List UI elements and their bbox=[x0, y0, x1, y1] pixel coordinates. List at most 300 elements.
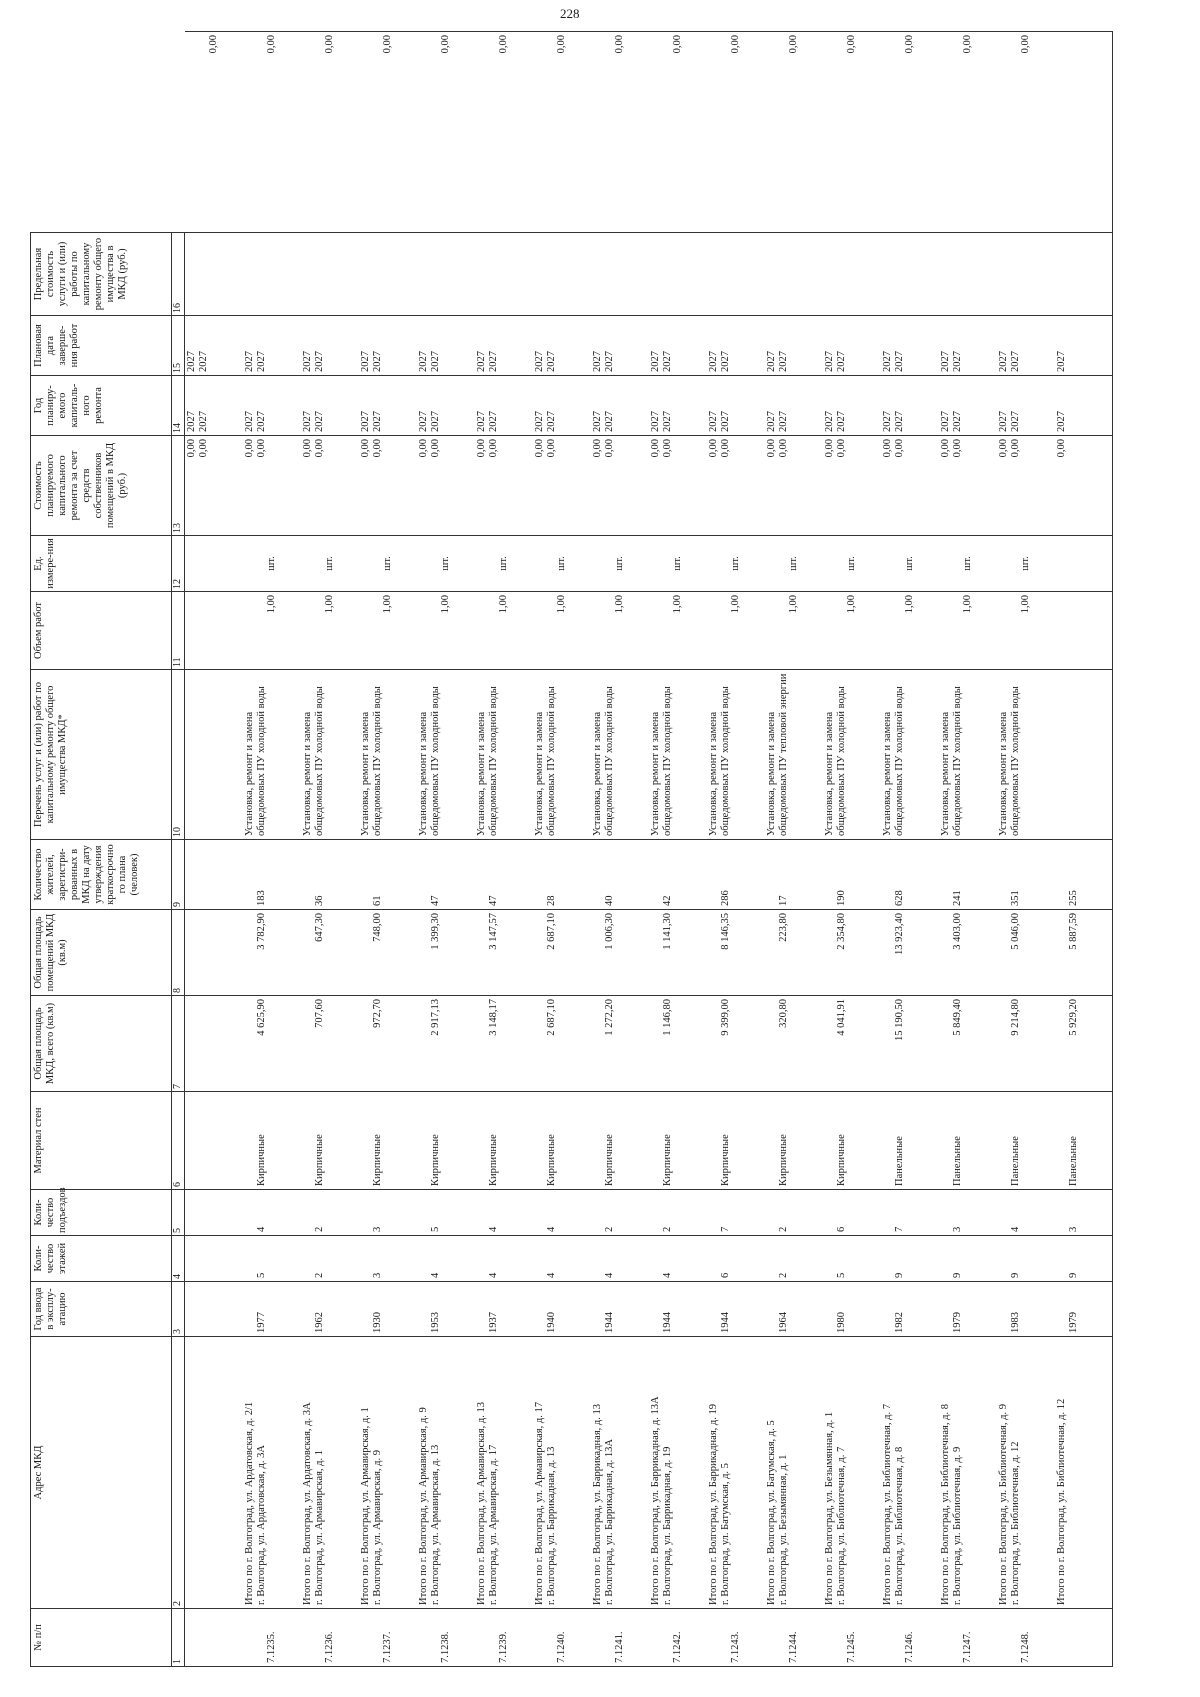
area-total-cell: 2 917,13 bbox=[417, 996, 475, 1092]
area-total-cell bbox=[185, 996, 243, 1092]
end-date-value: 2027 bbox=[301, 351, 313, 372]
year-cell: 1930 bbox=[359, 1282, 417, 1337]
total-label: Итого по г. Волгоград, ул. Ардатовская, д. 3А bbox=[301, 1402, 313, 1605]
area-rooms-cell: 8 146,35 bbox=[707, 910, 765, 996]
plan-year-cell bbox=[417, 376, 475, 436]
blank-cell bbox=[591, 233, 649, 316]
material-cell: Кирпичные bbox=[417, 1092, 475, 1190]
end-date-value: 2027 bbox=[591, 351, 603, 372]
cost-value: 0,00 bbox=[661, 439, 673, 458]
end-date-cell bbox=[649, 316, 707, 376]
plan-year-cell bbox=[475, 376, 533, 436]
plan-year-value: 2027 bbox=[475, 411, 487, 432]
address-cell bbox=[359, 1337, 417, 1609]
cost-value: 0,00 bbox=[1009, 439, 1021, 458]
volume-cell: 1,00 bbox=[475, 592, 533, 670]
year-cell: 1940 bbox=[533, 1282, 591, 1337]
cost-cell bbox=[765, 436, 823, 536]
plan-year-value: 2027 bbox=[198, 411, 209, 432]
cost-value: 0,00 bbox=[545, 439, 557, 458]
header-cell: Год ввода в эксплу-атацию bbox=[31, 1282, 172, 1337]
limit-cost-cell: 0,00 bbox=[475, 32, 533, 233]
floors-cell bbox=[185, 1236, 243, 1282]
area-rooms-cell: 13 923,40 bbox=[881, 910, 939, 996]
table-row bbox=[185, 32, 243, 1667]
header-cell: Ед. измере-ния bbox=[31, 536, 172, 592]
cost-cell bbox=[823, 436, 881, 536]
row-number: 7.1239. bbox=[475, 1609, 533, 1667]
cost-value: 0,00 bbox=[475, 439, 487, 458]
year-cell: 1944 bbox=[591, 1282, 649, 1337]
page-number: 228 bbox=[560, 6, 580, 21]
header-cell: Коли-чество этажей bbox=[31, 1236, 172, 1282]
cost-cell bbox=[417, 436, 475, 536]
year-cell: 1979 bbox=[1055, 1282, 1113, 1337]
end-date-value: 2027 bbox=[255, 351, 267, 372]
year-cell: 1977 bbox=[243, 1282, 301, 1337]
address-label: г. Волгоград, ул. Ардатовская, д. 3А bbox=[255, 1445, 267, 1605]
year-cell bbox=[185, 1282, 243, 1337]
end-date-cell bbox=[475, 316, 533, 376]
blank-cell bbox=[707, 233, 765, 316]
end-date-value: 2027 bbox=[1055, 351, 1067, 372]
blank-cell bbox=[533, 233, 591, 316]
table-row bbox=[939, 32, 997, 1667]
floors-cell: 9 bbox=[997, 1236, 1055, 1282]
plan-year-value: 2027 bbox=[649, 411, 661, 432]
end-date-cell bbox=[1055, 316, 1113, 376]
cost-cell bbox=[301, 436, 359, 536]
address-label: г. Волгоград, ул. Баррикадная, д. 13А bbox=[603, 1439, 615, 1605]
plan-year-value: 2027 bbox=[417, 411, 429, 432]
work-cell: Установка, ремонт и замена общедомовых ПУ холодной воды bbox=[881, 670, 939, 840]
end-date-value: 2027 bbox=[951, 351, 963, 372]
end-date-cell bbox=[997, 316, 1055, 376]
cost-cell bbox=[939, 436, 997, 536]
floors-cell: 3 bbox=[359, 1236, 417, 1282]
table-row bbox=[1055, 32, 1113, 1667]
header-cell: Перечень услуг и (или) работ по капитальному ремонту общего имущества МКД* bbox=[31, 670, 172, 840]
plan-year-cell bbox=[243, 376, 301, 436]
column-number: 9 bbox=[172, 840, 185, 910]
cost-value: 0,00 bbox=[997, 439, 1009, 458]
cost-value: 0,00 bbox=[313, 439, 325, 458]
volume-cell: 1,00 bbox=[417, 592, 475, 670]
cost-value: 0,00 bbox=[893, 439, 905, 458]
entrances-cell: 3 bbox=[1055, 1190, 1113, 1236]
blank-cell bbox=[243, 233, 301, 316]
end-date-value: 2027 bbox=[603, 351, 615, 372]
entrances-cell: 4 bbox=[475, 1190, 533, 1236]
column-number: 6 bbox=[172, 1092, 185, 1190]
column-number: 3 bbox=[172, 1282, 185, 1337]
area-total-cell: 1 146,80 bbox=[649, 996, 707, 1092]
blank-cell bbox=[997, 233, 1055, 316]
cost-value: 0,00 bbox=[707, 439, 719, 458]
volume-cell: 1,00 bbox=[707, 592, 765, 670]
unit-cell bbox=[1055, 536, 1113, 592]
cost-cell bbox=[1055, 436, 1113, 536]
row-number: 7.1240. bbox=[533, 1609, 591, 1667]
plan-year-value: 2027 bbox=[939, 411, 951, 432]
end-date-value: 2027 bbox=[417, 351, 429, 372]
address-label: г. Волгоград, ул. Армавирская, д. 9 bbox=[371, 1449, 383, 1605]
address-cell bbox=[533, 1337, 591, 1609]
entrances-cell: 2 bbox=[649, 1190, 707, 1236]
volume-cell: 1,00 bbox=[997, 592, 1055, 670]
row-number: 7.1241. bbox=[591, 1609, 649, 1667]
header-cell: Плановая дата заверше-ния работ bbox=[31, 316, 172, 376]
header-cell: Адрес МКД bbox=[31, 1337, 172, 1609]
row-number bbox=[185, 1609, 243, 1667]
cost-value: 0,00 bbox=[765, 439, 777, 458]
cost-value: 0,00 bbox=[881, 439, 893, 458]
entrances-cell bbox=[185, 1190, 243, 1236]
end-date-cell bbox=[243, 316, 301, 376]
table-row bbox=[649, 32, 707, 1667]
column-number: 2 bbox=[172, 1337, 185, 1609]
row-number: 7.1248. bbox=[997, 1609, 1055, 1667]
area-total-cell: 5 849,40 bbox=[939, 996, 997, 1092]
limit-cost-cell: 0,00 bbox=[301, 32, 359, 233]
area-rooms-cell: 3 147,57 bbox=[475, 910, 533, 996]
column-number: 5 bbox=[172, 1190, 185, 1236]
entrances-cell: 2 bbox=[591, 1190, 649, 1236]
end-date-value: 2027 bbox=[661, 351, 673, 372]
plan-year-value: 2027 bbox=[429, 411, 441, 432]
cost-value: 0,00 bbox=[359, 439, 371, 458]
unit-cell: шт. bbox=[417, 536, 475, 592]
material-cell: Кирпичные bbox=[765, 1092, 823, 1190]
end-date-cell bbox=[591, 316, 649, 376]
header-cell: Материал стен bbox=[31, 1092, 172, 1190]
work-cell: Установка, ремонт и замена общедомовых ПУ холодной воды bbox=[649, 670, 707, 840]
entrances-cell: 7 bbox=[881, 1190, 939, 1236]
row-number: 7.1247. bbox=[939, 1609, 997, 1667]
row-number: 7.1238. bbox=[417, 1609, 475, 1667]
address-label: г. Волгоград, ул. Библиотечная, д. 8 bbox=[893, 1446, 905, 1605]
rotated-document-sheet bbox=[30, 32, 1180, 1667]
cost-cell bbox=[243, 436, 301, 536]
material-cell: Кирпичные bbox=[475, 1092, 533, 1190]
plan-year-cell bbox=[591, 376, 649, 436]
plan-year-value: 2027 bbox=[255, 411, 267, 432]
year-cell: 1944 bbox=[707, 1282, 765, 1337]
column-number: 13 bbox=[172, 436, 185, 536]
plan-year-cell bbox=[185, 376, 243, 436]
volume-cell: 1,00 bbox=[359, 592, 417, 670]
residents-cell: 36 bbox=[301, 840, 359, 910]
limit-cost-cell: 0,00 bbox=[649, 32, 707, 233]
end-date-value: 2027 bbox=[707, 351, 719, 372]
area-total-cell: 4 041,91 bbox=[823, 996, 881, 1092]
area-total-cell: 707,60 bbox=[301, 996, 359, 1092]
area-rooms-cell: 2 354,80 bbox=[823, 910, 881, 996]
residents-cell: 61 bbox=[359, 840, 417, 910]
floors-cell: 9 bbox=[939, 1236, 997, 1282]
address-cell bbox=[939, 1337, 997, 1609]
entrances-cell: 5 bbox=[417, 1190, 475, 1236]
unit-cell: шт. bbox=[939, 536, 997, 592]
limit-cost-cell: 0,00 bbox=[707, 32, 765, 233]
limit-cost-cell: 0,00 bbox=[359, 32, 417, 233]
area-total-cell: 320,80 bbox=[765, 996, 823, 1092]
plan-year-value: 2027 bbox=[997, 411, 1009, 432]
address-label: г. Волгоград, ул. Библиотечная, д. 7 bbox=[835, 1446, 847, 1605]
cost-value: 0,00 bbox=[835, 439, 847, 458]
cost-cell bbox=[707, 436, 765, 536]
residents-cell: 47 bbox=[417, 840, 475, 910]
blank-cell bbox=[881, 233, 939, 316]
end-date-value: 2027 bbox=[777, 351, 789, 372]
volume-cell: 1,00 bbox=[301, 592, 359, 670]
end-date-value: 2027 bbox=[487, 351, 499, 372]
address-cell bbox=[417, 1337, 475, 1609]
limit-cost-cell: 0,00 bbox=[881, 32, 939, 233]
material-cell: Панельные bbox=[1055, 1092, 1113, 1190]
area-rooms-cell: 1 006,30 bbox=[591, 910, 649, 996]
floors-cell: 4 bbox=[475, 1236, 533, 1282]
end-date-value: 2027 bbox=[765, 351, 777, 372]
table-header-row bbox=[31, 32, 172, 1667]
address-label: г. Волгоград, ул. Библиотечная, д. 9 bbox=[951, 1446, 963, 1605]
plan-year-cell bbox=[301, 376, 359, 436]
material-cell: Панельные bbox=[997, 1092, 1055, 1190]
address-cell bbox=[649, 1337, 707, 1609]
residents-cell: 47 bbox=[475, 840, 533, 910]
material-cell: Кирпичные bbox=[301, 1092, 359, 1190]
address-label: г. Волгоград, ул. Батумская, д. 5 bbox=[719, 1463, 731, 1605]
end-date-value: 2027 bbox=[533, 351, 545, 372]
row-number: 7.1244. bbox=[765, 1609, 823, 1667]
plan-year-value: 2027 bbox=[487, 411, 499, 432]
area-rooms-cell: 1 141,30 bbox=[649, 910, 707, 996]
unit-cell: шт. bbox=[823, 536, 881, 592]
cost-value: 0,00 bbox=[243, 439, 255, 458]
end-date-value: 2027 bbox=[198, 351, 209, 372]
volume-cell: 1,00 bbox=[533, 592, 591, 670]
total-label: Итого по г. Волгоград, ул. Баррикадная, д. 13 bbox=[591, 1403, 603, 1605]
area-total-cell: 3 148,17 bbox=[475, 996, 533, 1092]
end-date-value: 2027 bbox=[997, 351, 1009, 372]
column-number: 7 bbox=[172, 996, 185, 1092]
end-date-cell bbox=[939, 316, 997, 376]
plan-year-value: 2027 bbox=[707, 411, 719, 432]
area-total-cell: 4 625,90 bbox=[243, 996, 301, 1092]
blank-cell bbox=[185, 233, 243, 316]
unit-cell bbox=[185, 536, 243, 592]
end-date-cell bbox=[301, 316, 359, 376]
table-row bbox=[997, 32, 1055, 1667]
total-label: Итого по г. Волгоград, ул. Библиотечная, д. 8 bbox=[939, 1404, 951, 1605]
area-rooms-cell: 3 782,90 bbox=[243, 910, 301, 996]
unit-cell: шт. bbox=[359, 536, 417, 592]
total-label: Итого по г. Волгоград, ул. Армавирская, д. 17 bbox=[533, 1402, 545, 1605]
row-number: 7.1242. bbox=[649, 1609, 707, 1667]
plan-year-cell bbox=[881, 376, 939, 436]
end-date-value: 2027 bbox=[313, 351, 325, 372]
plan-year-value: 2027 bbox=[719, 411, 731, 432]
area-rooms-cell bbox=[185, 910, 243, 996]
cost-value: 0,00 bbox=[777, 439, 789, 458]
plan-year-value: 2027 bbox=[765, 411, 777, 432]
work-cell: Установка, ремонт и замена общедомовых ПУ холодной воды bbox=[475, 670, 533, 840]
blank-cell bbox=[823, 233, 881, 316]
column-number: 16 bbox=[172, 233, 185, 316]
volume-cell: 1,00 bbox=[649, 592, 707, 670]
material-cell: Кирпичные bbox=[823, 1092, 881, 1190]
plan-year-cell bbox=[359, 376, 417, 436]
address-cell bbox=[823, 1337, 881, 1609]
blank-cell bbox=[939, 233, 997, 316]
end-date-cell bbox=[533, 316, 591, 376]
work-cell bbox=[1055, 670, 1113, 840]
limit-cost-cell: 0,00 bbox=[185, 32, 243, 233]
plan-year-value: 2027 bbox=[359, 411, 371, 432]
area-total-cell: 9 399,00 bbox=[707, 996, 765, 1092]
plan-year-cell bbox=[997, 376, 1055, 436]
header-cell: № п/п bbox=[31, 1609, 172, 1667]
address-cell bbox=[1055, 1337, 1113, 1609]
end-date-value: 2027 bbox=[881, 351, 893, 372]
blank-cell bbox=[475, 233, 533, 316]
table-row bbox=[533, 32, 591, 1667]
work-cell: Установка, ремонт и замена общедомовых ПУ холодной воды bbox=[707, 670, 765, 840]
address-cell bbox=[997, 1337, 1055, 1609]
total-label: Итого по г. Волгоград, ул. Ардатовская, д. 2/1 bbox=[243, 1401, 255, 1605]
cost-value: 0,00 bbox=[487, 439, 499, 458]
limit-cost-cell: 0,00 bbox=[591, 32, 649, 233]
year-cell: 1983 bbox=[997, 1282, 1055, 1337]
year-cell: 1982 bbox=[881, 1282, 939, 1337]
column-number: 14 bbox=[172, 376, 185, 436]
table-row bbox=[475, 32, 533, 1667]
residents-cell: 28 bbox=[533, 840, 591, 910]
plan-year-value: 2027 bbox=[1009, 411, 1021, 432]
address-label: г. Волгоград, ул. Безымянная, д. 1 bbox=[777, 1454, 789, 1605]
cost-value: 0,00 bbox=[823, 439, 835, 458]
end-date-value: 2027 bbox=[1009, 351, 1021, 372]
cost-value: 0,00 bbox=[198, 439, 209, 458]
year-cell: 1980 bbox=[823, 1282, 881, 1337]
header-cell: Стоимость планируемого капитального ремонта за счет средств собственников помещений в МКД (руб.) bbox=[31, 436, 172, 536]
residents-cell: 241 bbox=[939, 840, 997, 910]
area-total-cell: 5 929,20 bbox=[1055, 996, 1113, 1092]
floors-cell: 4 bbox=[591, 1236, 649, 1282]
address-cell bbox=[881, 1337, 939, 1609]
limit-cost-cell: 0,00 bbox=[243, 32, 301, 233]
work-cell: Установка, ремонт и замена общедомовых ПУ холодной воды bbox=[417, 670, 475, 840]
work-cell: Установка, ремонт и замена общедомовых ПУ холодной воды bbox=[997, 670, 1055, 840]
cost-value: 0,00 bbox=[1055, 439, 1067, 458]
floors-cell: 5 bbox=[243, 1236, 301, 1282]
blank-cell bbox=[649, 233, 707, 316]
plan-year-value: 2027 bbox=[951, 411, 963, 432]
residents-cell: 351 bbox=[997, 840, 1055, 910]
volume-cell: 1,00 bbox=[939, 592, 997, 670]
column-number: 10 bbox=[172, 670, 185, 840]
plan-year-value: 2027 bbox=[591, 411, 603, 432]
floors-cell: 4 bbox=[417, 1236, 475, 1282]
plan-year-value: 2027 bbox=[661, 411, 673, 432]
header-cell: Общая площадь МКД, всего (кв.м) bbox=[31, 996, 172, 1092]
row-number bbox=[1055, 1609, 1113, 1667]
entrances-cell: 3 bbox=[359, 1190, 417, 1236]
plan-year-value: 2027 bbox=[1055, 411, 1067, 432]
end-date-value: 2027 bbox=[359, 351, 371, 372]
unit-cell: шт. bbox=[649, 536, 707, 592]
residents-cell: 286 bbox=[707, 840, 765, 910]
cost-value: 0,00 bbox=[371, 439, 383, 458]
total-label: Итого по г. Волгоград, ул. Библиотечная, д. 9 bbox=[997, 1404, 1009, 1605]
total-label: Итого по г. Волгоград, ул. Безымянная, д. 1 bbox=[823, 1411, 835, 1605]
end-date-value: 2027 bbox=[649, 351, 661, 372]
total-label: Итого по г. Волгоград, ул. Армавирская, д. 1 bbox=[359, 1407, 371, 1605]
entrances-cell: 3 bbox=[939, 1190, 997, 1236]
area-rooms-cell: 223,80 bbox=[765, 910, 823, 996]
row-number: 7.1243. bbox=[707, 1609, 765, 1667]
end-date-cell bbox=[881, 316, 939, 376]
floors-cell: 2 bbox=[301, 1236, 359, 1282]
table-row bbox=[301, 32, 359, 1667]
volume-cell: 1,00 bbox=[765, 592, 823, 670]
limit-cost-cell: 0,00 bbox=[417, 32, 475, 233]
area-rooms-cell: 647,30 bbox=[301, 910, 359, 996]
cost-cell bbox=[185, 436, 243, 536]
material-cell bbox=[185, 1092, 243, 1190]
plan-year-value: 2027 bbox=[603, 411, 615, 432]
address-cell bbox=[765, 1337, 823, 1609]
area-total-cell: 15 190,50 bbox=[881, 996, 939, 1092]
area-rooms-cell: 5 046,00 bbox=[997, 910, 1055, 996]
floors-cell: 6 bbox=[707, 1236, 765, 1282]
floors-cell: 2 bbox=[765, 1236, 823, 1282]
entrances-cell: 4 bbox=[997, 1190, 1055, 1236]
table-row bbox=[707, 32, 765, 1667]
column-number: 8 bbox=[172, 910, 185, 996]
blank-cell bbox=[765, 233, 823, 316]
end-date-value: 2027 bbox=[186, 351, 197, 372]
end-date-value: 2027 bbox=[893, 351, 905, 372]
material-cell: Кирпичные bbox=[707, 1092, 765, 1190]
entrances-cell: 7 bbox=[707, 1190, 765, 1236]
area-rooms-cell: 748,00 bbox=[359, 910, 417, 996]
plan-year-value: 2027 bbox=[835, 411, 847, 432]
limit-cost-cell: 0,00 bbox=[997, 32, 1055, 233]
cost-cell bbox=[359, 436, 417, 536]
unit-cell: шт. bbox=[533, 536, 591, 592]
work-cell: Установка, ремонт и замена общедомовых ПУ холодной воды bbox=[359, 670, 417, 840]
address-label: г. Волгоград, ул. Армавирская, д. 17 bbox=[487, 1444, 499, 1605]
column-number-row bbox=[172, 32, 185, 1667]
table-body bbox=[185, 32, 1113, 1667]
material-cell: Кирпичные bbox=[243, 1092, 301, 1190]
year-cell: 1979 bbox=[939, 1282, 997, 1337]
cost-cell bbox=[591, 436, 649, 536]
work-cell: Установка, ремонт и замена общедомовых ПУ холодной воды bbox=[243, 670, 301, 840]
cost-value: 0,00 bbox=[301, 439, 313, 458]
unit-cell: шт. bbox=[881, 536, 939, 592]
address-cell bbox=[707, 1337, 765, 1609]
blank-cell bbox=[31, 32, 172, 233]
blank-cell bbox=[301, 233, 359, 316]
unit-cell: шт. bbox=[301, 536, 359, 592]
limit-cost-cell: 0,00 bbox=[533, 32, 591, 233]
plan-year-cell bbox=[1055, 376, 1113, 436]
residents-cell: 628 bbox=[881, 840, 939, 910]
address-label: г. Волгоград, ул. Библиотечная, д. 12 bbox=[1009, 1441, 1021, 1605]
cost-value: 0,00 bbox=[649, 439, 661, 458]
